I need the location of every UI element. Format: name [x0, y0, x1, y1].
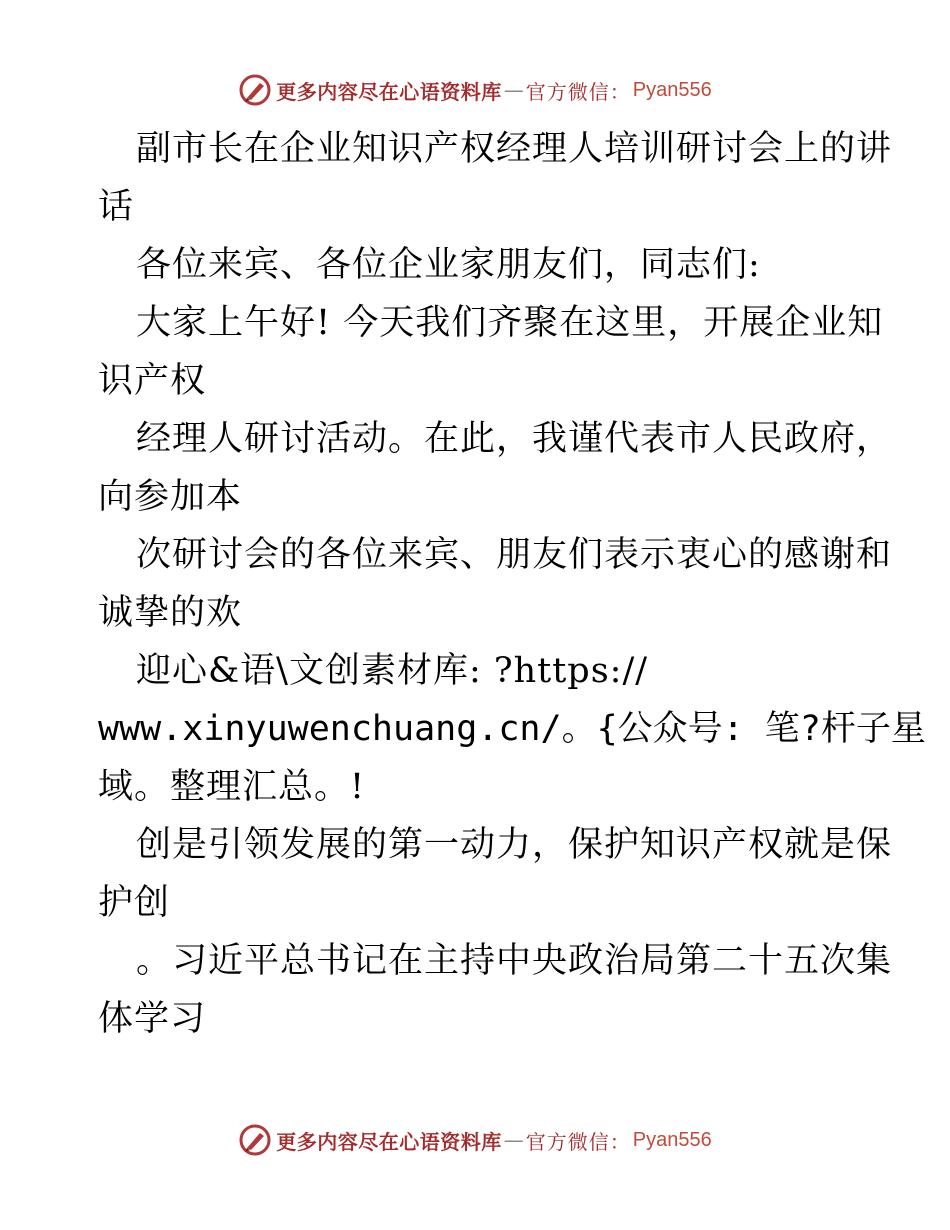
watermark-line: 迎心&语\文创素材库: ?https://: [136, 651, 649, 691]
banner-wechat-label: 官方微信：: [525, 1129, 631, 1154]
banner-brand: 更多内容尽在心语资料库: [276, 79, 502, 104]
watermark-line: 域。整理汇总。!: [98, 767, 366, 807]
banner-separator: —: [503, 1128, 524, 1152]
document-body: [98, 120, 926, 1048]
banner-separator: —: [503, 78, 524, 102]
title-line-cont: 话: [98, 187, 135, 227]
paragraph-line: 向参加本: [98, 477, 243, 517]
banner-account: Pyan556: [632, 78, 712, 101]
paragraph-line: 护创: [98, 883, 171, 923]
paragraph-line: 诚挚的欢: [98, 593, 243, 633]
banner-brand: 更多内容尽在心语资料库: [276, 1129, 502, 1154]
salutation: 各位来宾、各位企业家朋友们，同志们:: [136, 245, 761, 285]
paragraph-line: 体学习: [98, 999, 207, 1039]
header-banner: [0, 70, 950, 110]
pen-logo-icon: [238, 73, 272, 107]
title-line: 副市长在企业知识产权经理人培训研讨会上的讲: [136, 129, 893, 169]
paragraph-line: 次研讨会的各位来宾、朋友们表示衷心的感谢和: [136, 535, 893, 575]
banner-account: Pyan556: [632, 1128, 712, 1151]
paragraph-line: 经理人研讨活动。在此，我谨代表市人民政府，: [136, 419, 893, 459]
footer-banner: [0, 1120, 950, 1160]
pen-logo-icon: [238, 1123, 272, 1157]
paragraph-line: 。习近平总书记在主持中央政治局第二十五次集: [136, 941, 893, 981]
banner-wechat-label: 官方微信：: [525, 79, 631, 104]
paragraph-line: 大家上午好! 今天我们齐聚在这里，开展企业知: [136, 303, 884, 343]
paragraph-line: 识产权: [98, 361, 207, 401]
paragraph-line: 创是引领发展的第一动力，保护知识产权就是保: [136, 825, 893, 865]
watermark-url-line: www.xinyuwenchuang.cn/。{公众号: 笔?杆子星: [98, 709, 926, 749]
